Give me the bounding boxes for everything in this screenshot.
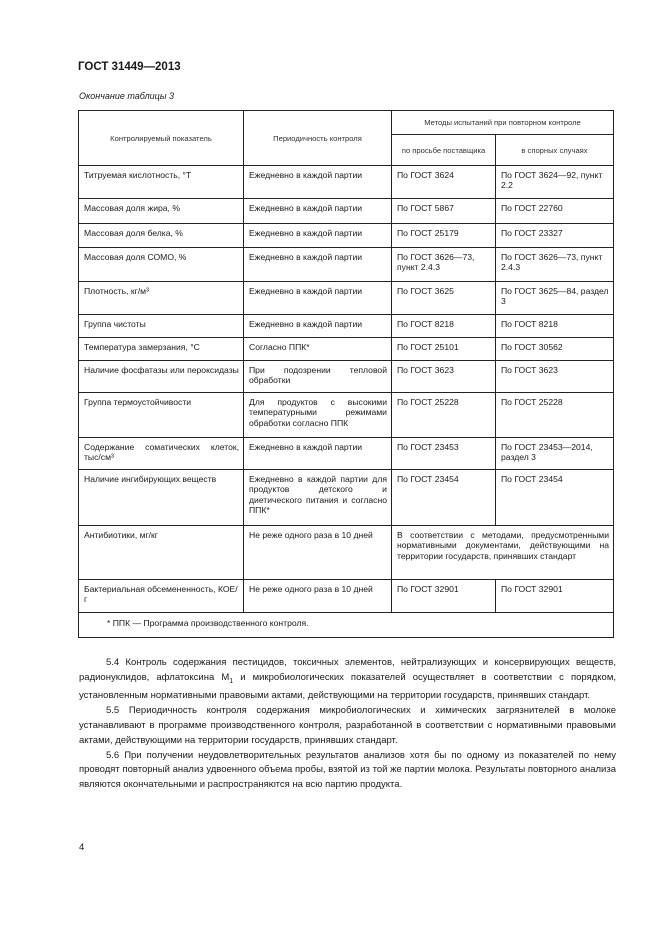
- cell-indicator: Температура замерзания, °С: [79, 338, 244, 361]
- paragraph-5-6: 5.6 При получении неудовлетворительных результатов анализов хотя бы по одному из показателей по нему проводят повторный анализ удвоенного объема пробы, взятой из той же партии молока. Результаты повторного анализа являются окончательными и распространяются на всю партию продукта.: [79, 749, 616, 791]
- table-row: [79, 470, 614, 526]
- header-frequency: Периодичность контроля: [244, 111, 392, 166]
- control-table: [78, 110, 614, 638]
- cell-indicator: Массовая доля СОМО, %: [79, 248, 244, 282]
- cell-supplier: По ГОСТ 3626—73, пункт 2.4.3: [392, 248, 496, 282]
- cell-indicator: Наличие фосфатазы или пероксидазы: [79, 361, 244, 393]
- cell-frequency: Ежедневно в каждой партии: [244, 438, 392, 470]
- cell-frequency: Не реже одного раза в 10 дней: [244, 526, 392, 580]
- table-caption: Окончание таблицы 3: [79, 91, 174, 101]
- cell-disputed: По ГОСТ 3626—73, пункт 2.4.3: [496, 248, 614, 282]
- header-disputed: в спорных случаях: [496, 135, 614, 166]
- cell-indicator: Массовая доля белка, %: [79, 224, 244, 248]
- cell-frequency: Ежедневно в каждой партии: [244, 199, 392, 224]
- cell-frequency: Для продуктов с высокими температурными режимами обработки согласно ППК: [244, 393, 392, 438]
- cell-indicator: Содержание соматических клеток, тыс/см³: [79, 438, 244, 470]
- table-row: [79, 526, 614, 580]
- cell-supplier: По ГОСТ 5867: [392, 199, 496, 224]
- cell-frequency: Согласно ППК*: [244, 338, 392, 361]
- cell-disputed: По ГОСТ 25228: [496, 393, 614, 438]
- header-methods: Методы испытаний при повторном контроле: [392, 111, 614, 135]
- cell-frequency: Ежедневно в каждой партии: [244, 224, 392, 248]
- cell-disputed: По ГОСТ 3625—84, раздел 3: [496, 282, 614, 315]
- table-footnote: * ППК — Программа производственного контроля.: [79, 613, 614, 638]
- table-row: [79, 315, 614, 338]
- cell-supplier: По ГОСТ 3625: [392, 282, 496, 315]
- paragraph-5-4-end: и микробиологических показателей осуществляет в соответствии с порядком, установленным нормативными правовыми актами, действующими на территории государств, принявших стандарт.: [79, 671, 616, 702]
- cell-frequency: Ежедневно в каждой партии: [244, 248, 392, 282]
- cell-disputed: По ГОСТ 23327: [496, 224, 614, 248]
- cell-indicator: Группа термоустойчивости: [79, 393, 244, 438]
- header-supplier: по просьбе поставщика: [392, 135, 496, 166]
- cell-methods-merged: В соответствии с методами, предусмотренными нормативными документами, действующими на территории государств, принявших стандарт: [392, 526, 614, 580]
- table-row: [79, 438, 614, 470]
- paragraph-5-4: [79, 656, 616, 704]
- cell-indicator: Наличие ингибирующих веществ: [79, 470, 244, 526]
- table-row: [79, 580, 614, 613]
- table-footnote-row: [79, 613, 614, 638]
- cell-frequency: Ежедневно в каждой партии для продуктов детского и диетического питания и согласно ППК*: [244, 470, 392, 526]
- paragraph-5-4-start: 5.4 Контроль содержания пестицидов, токсичных элементов, нейтрализующих и консервирующих веществ, радионуклидов, афлатоксина M: [79, 657, 616, 683]
- header-indicator: Контролируемый показатель: [79, 111, 244, 166]
- cell-indicator: Группа чистоты: [79, 315, 244, 338]
- cell-supplier: По ГОСТ 32901: [392, 580, 496, 613]
- cell-supplier: По ГОСТ 23453: [392, 438, 496, 470]
- cell-indicator: Плотность, кг/м³: [79, 282, 244, 315]
- table-row: [79, 338, 614, 361]
- table-row: [79, 166, 614, 199]
- cell-disputed: По ГОСТ 32901: [496, 580, 614, 613]
- body-text: [79, 656, 616, 793]
- cell-supplier: По ГОСТ 25101: [392, 338, 496, 361]
- cell-supplier: По ГОСТ 25179: [392, 224, 496, 248]
- cell-indicator: Титруемая кислотность, °Т: [79, 166, 244, 199]
- page-number: 4: [79, 842, 85, 853]
- cell-supplier: По ГОСТ 25228: [392, 393, 496, 438]
- cell-frequency: При подозрении тепловой обработки: [244, 361, 392, 393]
- cell-indicator: Массовая доля жира, %: [79, 199, 244, 224]
- paragraph-5-5: 5.5 Периодичность контроля содержания микробиологических и химических загрязнителей в молоке устанавливают в программе производственного контроля, разработанной в соответствии с нормативными правовыми актами, действующими на территории государств, принявших стандарт.: [79, 705, 616, 746]
- cell-supplier: По ГОСТ 8218: [392, 315, 496, 338]
- cell-disputed: По ГОСТ 3623: [496, 361, 614, 393]
- cell-disputed: По ГОСТ 23453—2014, раздел 3: [496, 438, 614, 470]
- subscript: 1: [229, 677, 234, 685]
- table-row: [79, 224, 614, 248]
- table-row: [79, 282, 614, 315]
- cell-disputed: По ГОСТ 3624—92, пункт 2.2: [496, 166, 614, 199]
- cell-frequency: Ежедневно в каждой партии: [244, 282, 392, 315]
- cell-supplier: По ГОСТ 3624: [392, 166, 496, 199]
- cell-disputed: По ГОСТ 23454: [496, 470, 614, 526]
- table-row: [79, 199, 614, 224]
- cell-disputed: По ГОСТ 22760: [496, 199, 614, 224]
- cell-frequency: Не реже одного раза в 10 дней: [244, 580, 392, 613]
- cell-disputed: По ГОСТ 30562: [496, 338, 614, 361]
- table-row: [79, 361, 614, 393]
- cell-indicator: Бактериальная обсемененность, КОЕ/г: [79, 580, 244, 613]
- cell-frequency: Ежедневно в каждой партии: [244, 166, 392, 199]
- cell-disputed: По ГОСТ 8218: [496, 315, 614, 338]
- document-header: ГОСТ 31449—2013: [78, 61, 181, 73]
- cell-supplier: По ГОСТ 3623: [392, 361, 496, 393]
- cell-supplier: По ГОСТ 23454: [392, 470, 496, 526]
- cell-indicator: Антибиотики, мг/кг: [79, 526, 244, 580]
- table-row: [79, 393, 614, 438]
- cell-frequency: Ежедневно в каждой партии: [244, 315, 392, 338]
- table-row: [79, 248, 614, 282]
